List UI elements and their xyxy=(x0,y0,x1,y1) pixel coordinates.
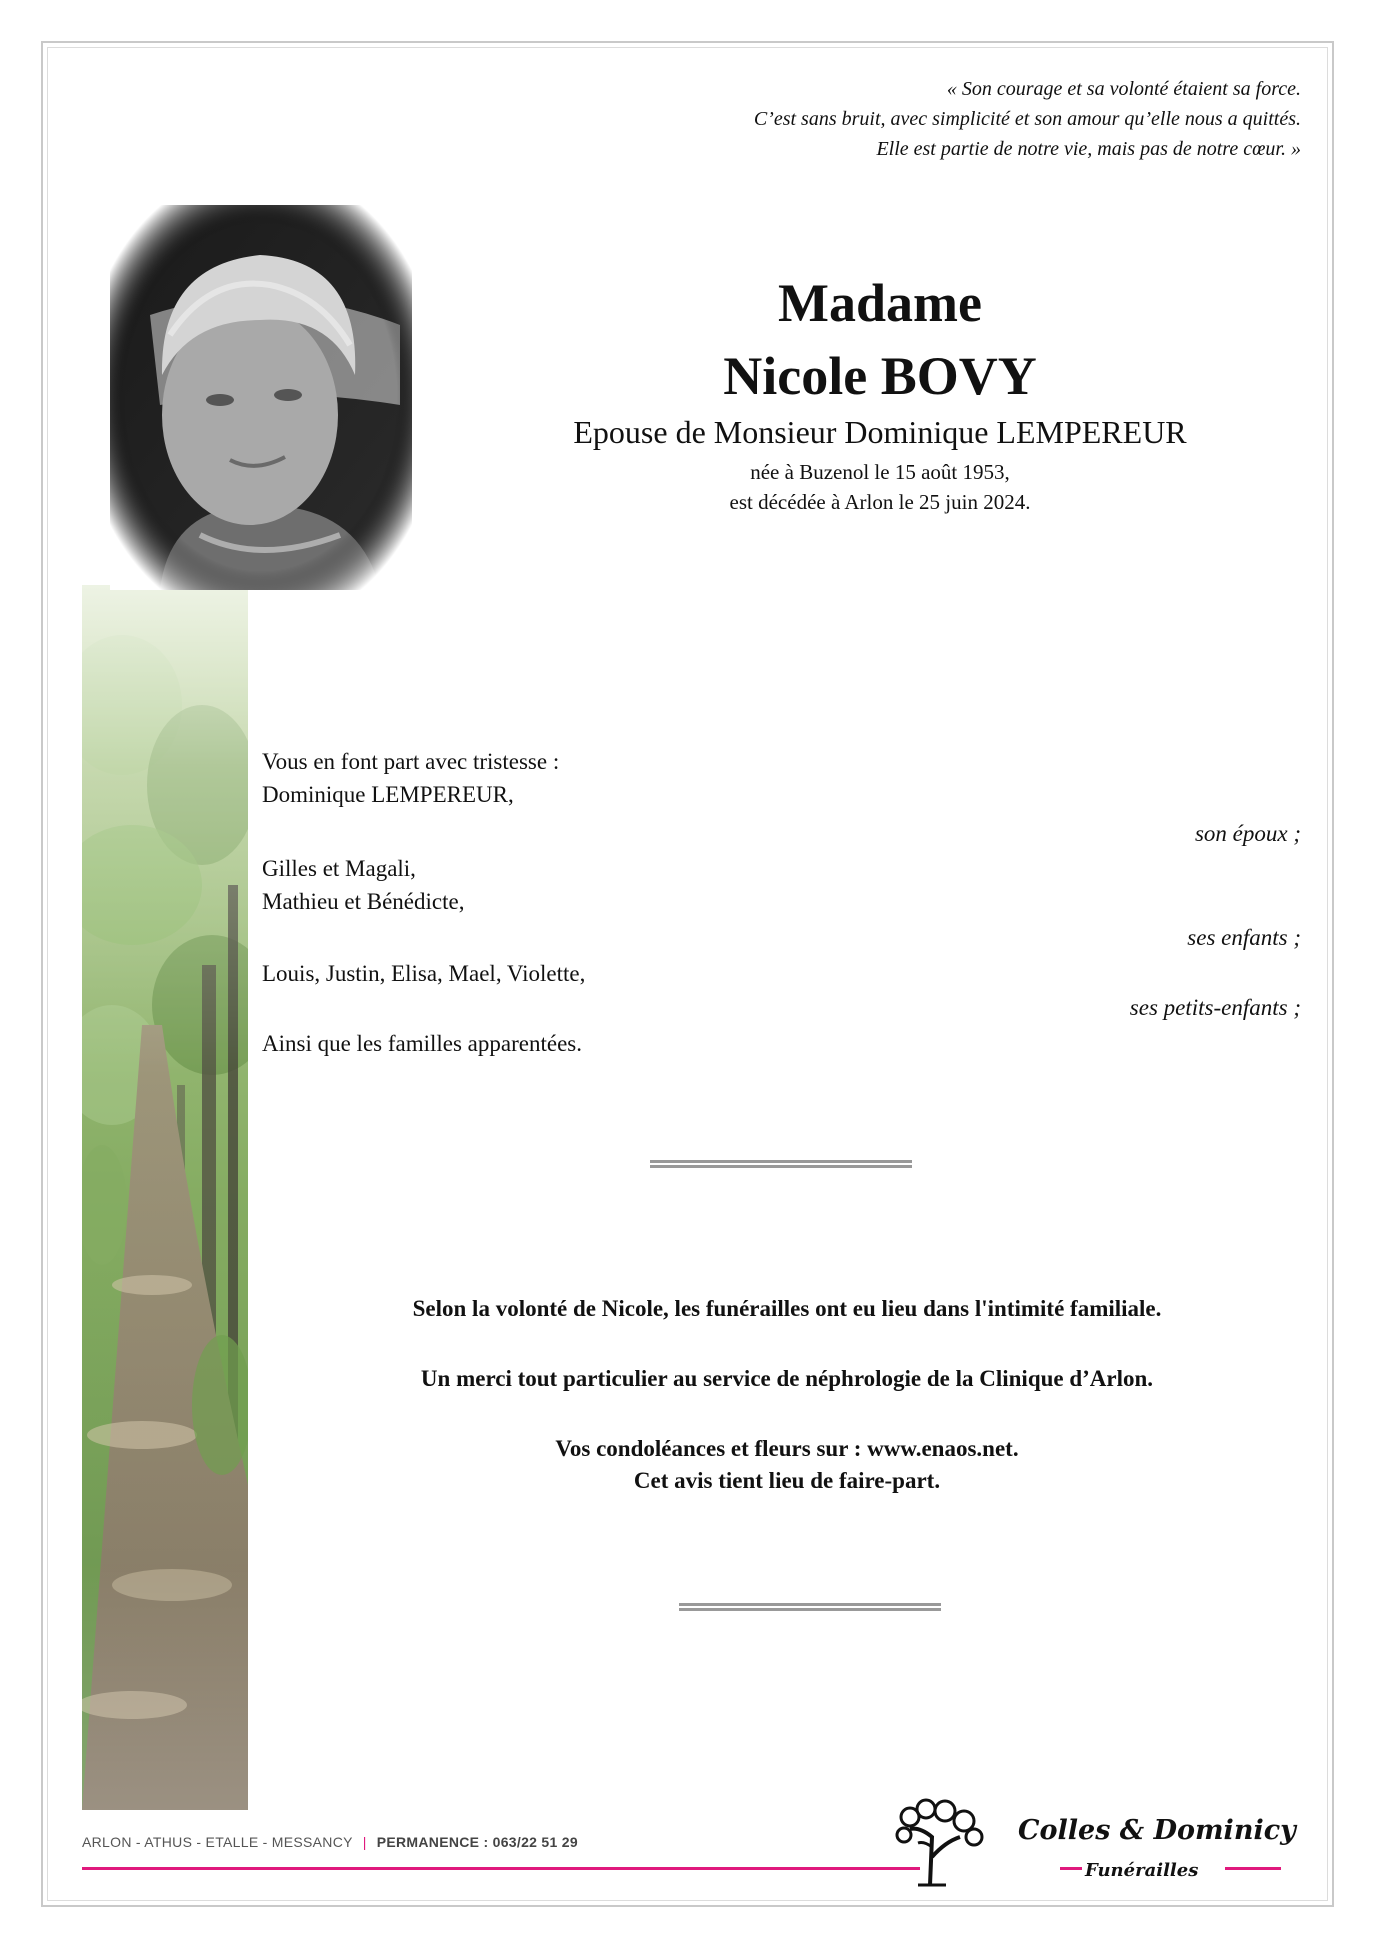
footer-permanence: PERMANENCE : 063/22 51 29 xyxy=(376,1834,578,1850)
epigraph-quote xyxy=(754,74,1301,164)
thanks-note: Un merci tout particulier au service de néphrologie de la Clinique d’Arlon. xyxy=(420,1366,1154,1391)
footer-separator: | xyxy=(362,1834,367,1850)
footer-accent-line xyxy=(82,1867,920,1870)
notice-note: Cet avis tient lieu de faire-part. xyxy=(633,1468,941,1493)
quote-line: Elle est partie de notre vie, mais pas de notre cœur. » xyxy=(876,138,1301,160)
children-line: Gilles et Magali, xyxy=(262,856,416,881)
announcement-intro: Vous en font part avec tristesse : xyxy=(262,749,560,774)
tree-logo-icon xyxy=(890,1797,990,1887)
children-line: Mathieu et Bénédicte, xyxy=(262,889,465,914)
funeral-note: Selon la volonté de Nicole, les funérailles ont eu lieu dans l'intimité familiale. xyxy=(412,1296,1162,1321)
quote-line: C’est sans bruit, avec simplicité et son amour qu’elle nous a quittés. xyxy=(753,108,1301,130)
grandchildren-role: ses petits-enfants ; xyxy=(1129,995,1301,1020)
footer-contact xyxy=(82,1834,578,1850)
families-line: Ainsi que les familles apparentées. xyxy=(262,1031,582,1056)
children-role: ses enfants ; xyxy=(1187,925,1301,950)
quote-line: « Son courage et sa volonté étaient sa force. xyxy=(946,78,1301,100)
spouse-role: son époux ; xyxy=(1194,821,1301,846)
double-divider xyxy=(679,1603,941,1611)
grandchildren-line: Louis, Justin, Elisa, Mael, Violette, xyxy=(262,961,586,986)
birth-line: née à Buzenol le 15 août 1953, xyxy=(750,460,1010,484)
footer-accent-line xyxy=(1225,1867,1281,1870)
brand-name: Colles & Dominicy xyxy=(1018,1815,1296,1846)
deceased-name: Nicole BOVY xyxy=(723,346,1037,406)
footer-locations: ARLON - ATHUS - ETALLE - MESSANCY xyxy=(82,1834,353,1850)
portrait-photo xyxy=(110,205,412,590)
spouse-name: Dominique LEMPEREUR, xyxy=(262,782,514,807)
double-divider xyxy=(650,1160,912,1168)
death-line: est décédée à Arlon le 25 juin 2024. xyxy=(729,490,1031,514)
footer-accent-line xyxy=(1060,1867,1082,1870)
forest-path-photo xyxy=(82,585,248,1810)
spouse-line: Epouse de Monsieur Dominique LEMPEREUR xyxy=(573,414,1187,450)
brand-subtitle: Funérailles xyxy=(1085,1860,1199,1881)
honorific: Madame xyxy=(778,273,982,333)
condolences-note: Vos condoléances et fleurs sur : www.enaos.net. xyxy=(555,1436,1019,1461)
